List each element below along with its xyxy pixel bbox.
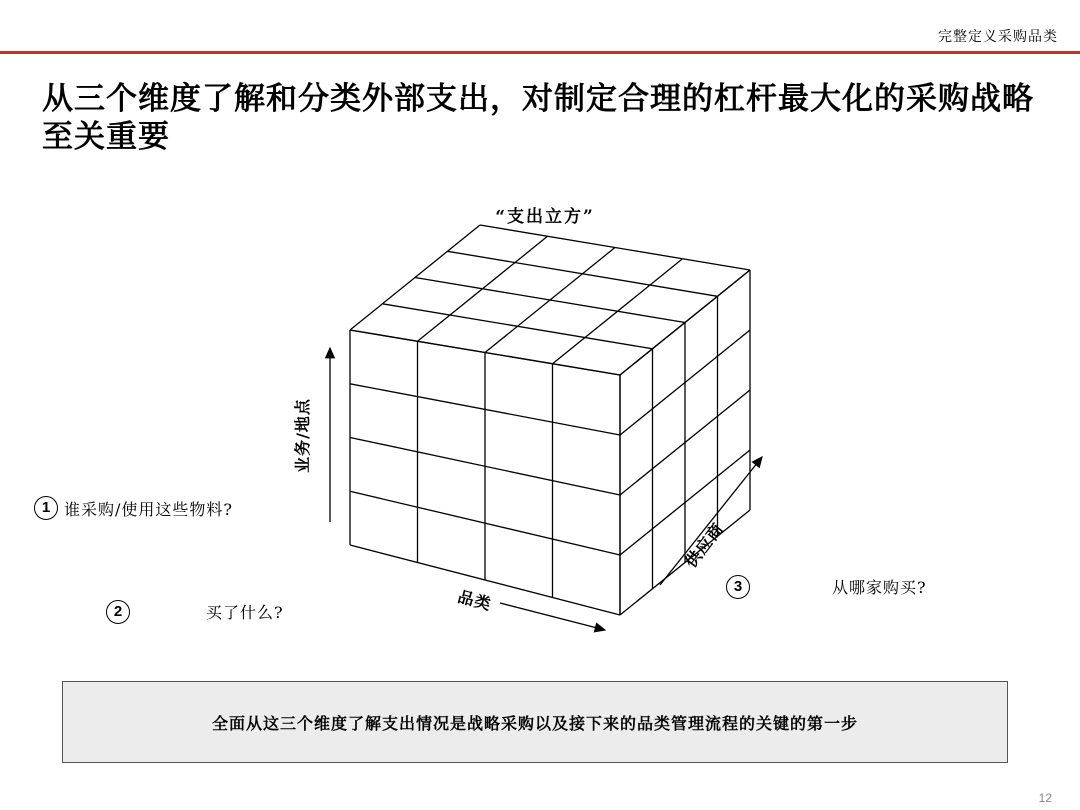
summary-text: 全面从这三个维度了解支出情况是战略采购以及接下来的品类管理流程的关键的第一步 bbox=[211, 713, 858, 733]
question-1-number: 1 bbox=[34, 496, 58, 520]
question-1-text: 谁采购/使用这些物料? bbox=[64, 500, 233, 519]
vertical-axis-label: 业务/地点 bbox=[292, 398, 312, 473]
question-2-number: 2 bbox=[106, 600, 130, 624]
horizontal-axis-label: 品类 bbox=[455, 586, 494, 615]
cube-caption: “支出立方” bbox=[495, 207, 595, 227]
question-2-text: 买了什么? bbox=[206, 603, 284, 622]
summary-box bbox=[62, 681, 1008, 763]
page-number: 12 bbox=[1038, 791, 1052, 805]
depth-axis-label: 供应商 bbox=[681, 519, 728, 572]
section-label: 完整定义采购品类 bbox=[938, 29, 1058, 45]
question-3-number: 3 bbox=[726, 575, 750, 599]
page-title: 从三个维度了解和分类外部支出，对制定合理的杠杆最大化的采购战略至关重要 bbox=[42, 81, 1034, 155]
question-3-text: 从哪家购买? bbox=[832, 578, 927, 597]
